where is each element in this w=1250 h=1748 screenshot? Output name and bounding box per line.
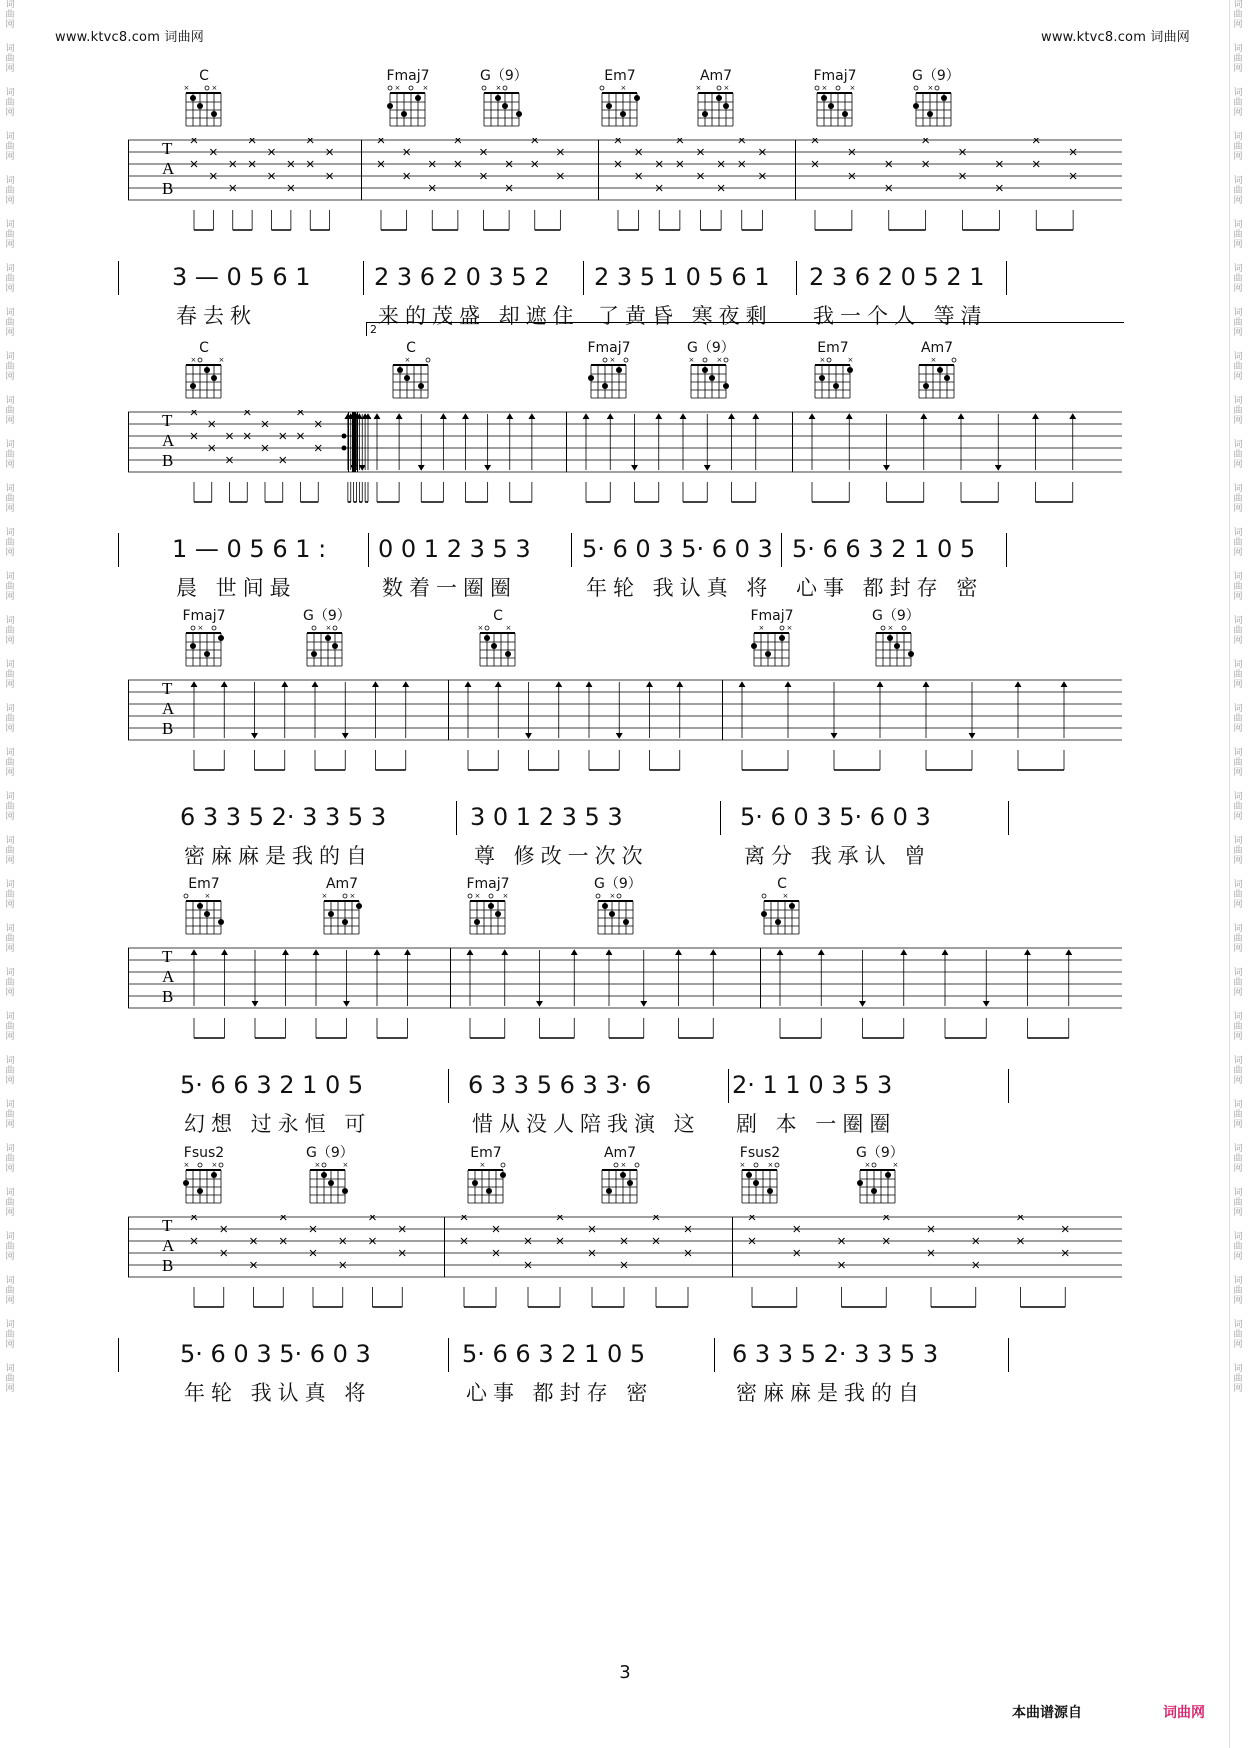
jianpu-line xyxy=(128,535,1122,575)
bar-line xyxy=(118,1338,119,1372)
svg-text:×: × xyxy=(183,1161,190,1169)
svg-text:×: × xyxy=(502,892,509,900)
lyric-phrase: 剧 本 一圈圈 xyxy=(736,1112,897,1136)
lyrics-line xyxy=(128,1377,1122,1407)
lyric-phrase: 密麻麻是我的自 xyxy=(184,844,373,868)
svg-text:×: × xyxy=(688,356,695,364)
tab-block xyxy=(128,946,1122,1010)
lyric-phrase: 来的茂盛 却遮住 xyxy=(378,304,580,328)
svg-text:×: × xyxy=(325,624,332,632)
bar-line xyxy=(720,801,721,835)
chord-diagram xyxy=(182,340,226,400)
chord-grid-icon xyxy=(480,84,524,128)
chord-diagram xyxy=(915,340,959,400)
chord-grid-icon xyxy=(738,1161,782,1205)
bar-line xyxy=(368,533,369,567)
bar-line xyxy=(1006,261,1007,295)
chord-name: G（9） xyxy=(872,608,920,624)
jianpu-measure: 5· 6 6 3 2 1 0 5 xyxy=(180,1071,364,1099)
chord-diagram xyxy=(182,608,226,668)
chord-name: C xyxy=(777,876,787,892)
chord-diagram xyxy=(738,1145,782,1205)
svg-text:×: × xyxy=(849,84,856,92)
svg-text:×: × xyxy=(197,624,204,632)
left-watermark-strip: 词 曲 网 词 曲 网 词 曲 网 词 曲 网 词 曲 网 词 曲 网 词 曲 网 词 曲 网 词 曲 网 词 曲 网 词 曲 网 词 曲 网 词 曲 网 词 曲 网 词 曲 网 词 曲 网 词 曲 网 词 曲 网 词 曲 网 词 曲 网 词 曲 网 词 曲 网 词 曲 网 词 曲 网 词 曲 网 词 曲 网 词 曲 网 词 曲 网 词 曲 网 词 曲 网 词 曲 网 词 曲 网 xyxy=(5,0,15,1394)
svg-text:×: × xyxy=(349,892,356,900)
chord-diagram xyxy=(306,1145,354,1205)
svg-text:×: × xyxy=(422,84,429,92)
jianpu-line xyxy=(128,1071,1122,1111)
jianpu-measure: 2· 1 1 0 3 5 3 xyxy=(732,1071,893,1099)
svg-text:×: × xyxy=(716,356,723,364)
svg-text:×: × xyxy=(892,1161,899,1169)
header-right-site[interactable]: www.ktvc8.com 词曲网 xyxy=(1040,30,1190,45)
chord-diagram xyxy=(386,68,430,128)
jianpu-measure: 6 3 3 5 2· 3 3 5 3 xyxy=(180,803,387,831)
bar-line xyxy=(118,261,119,295)
chord-diagram xyxy=(694,68,738,128)
score-system xyxy=(128,340,1122,640)
jianpu-measure: 6 3 3 5 2· 3 3 5 3 xyxy=(732,1340,939,1368)
lyric-phrase: 年轮 我认真 将 xyxy=(586,576,774,600)
chord-name: C xyxy=(199,340,209,356)
chord-name: Fmaj7 xyxy=(386,68,430,84)
chord-name: G（9） xyxy=(687,340,735,356)
chord-name: G（9） xyxy=(480,68,528,84)
chord-name: C xyxy=(493,608,503,624)
svg-text:×: × xyxy=(739,1161,746,1169)
lyrics-line xyxy=(128,1108,1122,1138)
tab-block xyxy=(128,1215,1122,1279)
jianpu-measure: 2 3 6 2 0 5 2 1 xyxy=(809,263,985,291)
jianpu-measure: 0 0 1 2 3 5 3 xyxy=(378,535,531,563)
svg-text:×: × xyxy=(505,624,512,632)
svg-text:×: × xyxy=(495,84,502,92)
chord-name: C xyxy=(199,68,209,84)
lyric-phrase: 惜从没人陪我演 这 xyxy=(472,1112,701,1136)
chord-name: Fmaj7 xyxy=(813,68,857,84)
chord-diagram xyxy=(476,608,520,668)
svg-text:×: × xyxy=(930,356,937,364)
svg-text:×: × xyxy=(819,356,826,364)
chord-diagram xyxy=(464,1145,508,1205)
bar-line xyxy=(448,1069,449,1103)
bar-line xyxy=(1008,1069,1009,1103)
chord-diagram xyxy=(182,1145,226,1205)
bar-line xyxy=(728,1069,729,1103)
tab-block xyxy=(128,410,1122,474)
chord-diagram xyxy=(811,340,855,400)
chord-grid-icon xyxy=(750,624,794,668)
jianpu-measure: 3 0 1 2 3 5 3 xyxy=(470,803,623,831)
bar-line xyxy=(714,1338,715,1372)
svg-text:B: B xyxy=(162,179,174,198)
chord-name: Fmaj7 xyxy=(182,608,226,624)
chord-diagram xyxy=(598,1145,642,1205)
lyric-phrase: 幻想 过永恒 可 xyxy=(184,1112,372,1136)
chord-name: Fsus2 xyxy=(183,1145,225,1161)
chord-diagram xyxy=(320,876,364,936)
svg-text:B: B xyxy=(162,1256,174,1275)
chord-diagram xyxy=(182,68,226,128)
bar-line xyxy=(1008,1338,1009,1372)
chord-grid-icon xyxy=(694,84,738,128)
svg-text:A: A xyxy=(162,967,175,986)
jianpu-measure: 5· 6 0 3 5· 6 0 3 xyxy=(582,535,773,563)
svg-text:×: × xyxy=(609,892,616,900)
chord-name: Em7 xyxy=(817,340,849,356)
svg-text:×: × xyxy=(620,84,627,92)
jianpu-line xyxy=(128,803,1122,843)
svg-text:×: × xyxy=(864,1161,871,1169)
chord-grid-icon xyxy=(872,624,916,668)
bar-line xyxy=(796,261,797,295)
bar-line xyxy=(571,533,572,567)
chord-grid-icon xyxy=(687,356,731,400)
chord-name: Fmaj7 xyxy=(466,876,510,892)
lyrics-line xyxy=(128,840,1122,870)
svg-text:×: × xyxy=(887,624,894,632)
chord-grid-icon xyxy=(182,84,226,128)
chord-diagram xyxy=(389,340,433,400)
jianpu-measure: 2 3 6 2 0 3 5 2 xyxy=(374,263,550,291)
chord-grid-icon xyxy=(182,356,226,400)
lyric-phrase: 我一个人 等清 xyxy=(813,304,988,328)
chord-name: Am7 xyxy=(699,68,733,84)
score-system xyxy=(128,1145,1122,1445)
tab-staff xyxy=(128,1215,1122,1311)
svg-text:T: T xyxy=(162,139,173,158)
bar-line xyxy=(118,533,119,567)
chord-diagram xyxy=(760,876,804,936)
chord-grid-icon xyxy=(303,624,347,668)
lyric-phrase: 密麻麻是我的自 xyxy=(736,1381,925,1405)
lyric-phrase: 尊 修改一次次 xyxy=(474,844,649,868)
chord-diagram xyxy=(687,340,735,400)
chord-grid-icon xyxy=(598,1161,642,1205)
chord-grid-icon xyxy=(464,1161,508,1205)
svg-text:B: B xyxy=(162,451,174,470)
chord-diagram xyxy=(872,608,920,668)
chord-grid-icon xyxy=(813,84,857,128)
chord-diagram xyxy=(598,68,642,128)
jianpu-measure: 5· 6 0 3 5· 6 0 3 xyxy=(740,803,931,831)
svg-text:B: B xyxy=(162,719,174,738)
svg-text:×: × xyxy=(758,624,765,632)
chord-diagram xyxy=(856,1145,904,1205)
tab-staff xyxy=(128,946,1122,1042)
lyric-phrase: 数着一圈圈 xyxy=(382,576,517,600)
score-system xyxy=(128,876,1122,1176)
lyric-phrase: 离分 我承认 曾 xyxy=(744,844,932,868)
bar-line xyxy=(456,801,457,835)
svg-text:T: T xyxy=(162,679,173,698)
svg-text:A: A xyxy=(162,159,175,178)
header-left-site[interactable]: www.ktvc8.com 词曲网 xyxy=(55,30,205,45)
svg-text:×: × xyxy=(821,84,828,92)
bar-line xyxy=(448,1338,449,1372)
svg-text:×: × xyxy=(479,1161,486,1169)
source-site-link[interactable]: 词曲网 xyxy=(1163,1705,1205,1721)
bar-line xyxy=(1008,801,1009,835)
lyrics-line xyxy=(128,572,1122,602)
chord-diagram xyxy=(750,608,794,668)
svg-text:×: × xyxy=(404,356,411,364)
jianpu-measure: 5· 6 0 3 5· 6 0 3 xyxy=(180,1340,371,1368)
bar-line xyxy=(363,261,364,295)
svg-text:×: × xyxy=(321,892,328,900)
svg-text:×: × xyxy=(927,84,934,92)
jianpu-measure: 6 3 3 5 6 3 3· 6 xyxy=(468,1071,652,1099)
chord-name: G（9） xyxy=(856,1145,904,1161)
chord-grid-icon xyxy=(389,356,433,400)
score-system xyxy=(128,68,1122,368)
chord-name: G（9） xyxy=(594,876,642,892)
jianpu-measure: 5· 6 6 3 2 1 0 5 xyxy=(792,535,976,563)
svg-text:A: A xyxy=(162,431,175,450)
svg-text:×: × xyxy=(786,624,793,632)
bar-line xyxy=(781,533,782,567)
tab-staff xyxy=(128,138,1122,234)
chord-diagram xyxy=(480,68,528,128)
svg-text:×: × xyxy=(314,1161,321,1169)
chord-grid-icon xyxy=(598,84,642,128)
tab-staff xyxy=(128,410,1122,506)
svg-text:×: × xyxy=(394,84,401,92)
svg-text:×: × xyxy=(782,892,789,900)
chord-grid-icon xyxy=(306,1161,350,1205)
svg-text:×: × xyxy=(183,84,190,92)
chord-grid-icon xyxy=(912,84,956,128)
svg-text:A: A xyxy=(162,699,175,718)
chord-diagram xyxy=(912,68,960,128)
chord-grid-icon xyxy=(182,624,226,668)
chord-grid-icon xyxy=(915,356,959,400)
chord-name: G（9） xyxy=(912,68,960,84)
volta-bracket: 2 xyxy=(366,322,1124,336)
tab-block xyxy=(128,138,1122,202)
lyric-phrase: 晨 世间最 xyxy=(176,576,297,600)
svg-text:×: × xyxy=(767,1161,774,1169)
jianpu-measure: 5· 6 6 3 2 1 0 5 xyxy=(462,1340,646,1368)
svg-text:×: × xyxy=(190,356,197,364)
chord-grid-icon xyxy=(182,1161,226,1205)
chord-diagram xyxy=(813,68,857,128)
chord-grid-icon xyxy=(386,84,430,128)
chord-name: Am7 xyxy=(325,876,359,892)
lyric-phrase: 年轮 我认真 将 xyxy=(184,1381,372,1405)
svg-text:T: T xyxy=(162,947,173,966)
bar-line xyxy=(1006,533,1007,567)
chord-name: Fmaj7 xyxy=(587,340,631,356)
right-watermark-strip: 词 曲 网 词 曲 网 词 曲 网 词 曲 网 词 曲 网 词 曲 网 词 曲 网 词 曲 网 词 曲 网 词 曲 网 词 曲 网 词 曲 网 词 曲 网 词 曲 网 词 曲 网 词 曲 网 词 曲 网 词 曲 网 词 曲 网 词 曲 网 词 曲 网 词 曲 网 词 曲 网 词 曲 网 词 曲 网 词 曲 网 词 曲 网 词 曲 网 词 曲 网 词 曲 网 词 曲 网 词 曲 网 xyxy=(1229,0,1246,1748)
svg-text:×: × xyxy=(477,624,484,632)
chord-name: Am7 xyxy=(920,340,954,356)
chord-grid-icon xyxy=(320,892,364,936)
jianpu-line xyxy=(128,1340,1122,1380)
svg-text:×: × xyxy=(620,1161,627,1169)
lyric-phrase: 心事 都封存 密 xyxy=(466,1381,654,1405)
chord-name: Am7 xyxy=(603,1145,637,1161)
score-system xyxy=(128,608,1122,908)
lyric-phrase: 春去秋 xyxy=(176,304,257,328)
chord-diagram xyxy=(303,608,351,668)
chord-diagram xyxy=(587,340,631,400)
chord-name: G（9） xyxy=(306,1145,354,1161)
chord-name: Fsus2 xyxy=(739,1145,781,1161)
source-label: 本曲谱源自 xyxy=(1012,1705,1082,1721)
jianpu-measure: 3 — 0 5 6 1 xyxy=(172,263,311,291)
svg-text:×: × xyxy=(695,84,702,92)
chord-name: Em7 xyxy=(470,1145,502,1161)
chord-name: Fmaj7 xyxy=(750,608,794,624)
chord-name: Em7 xyxy=(188,876,220,892)
svg-text:A: A xyxy=(162,1236,175,1255)
lyric-phrase: 心事 都封存 密 xyxy=(796,576,984,600)
tab-staff xyxy=(128,678,1122,774)
jianpu-measure: 2 3 5 1 0 5 6 1 xyxy=(594,263,770,291)
chord-name: C xyxy=(406,340,416,356)
lyric-phrase: 了黄昏 寒夜剩 xyxy=(598,304,773,328)
bar-line xyxy=(583,261,584,295)
chord-grid-icon xyxy=(856,1161,900,1205)
chord-grid-icon xyxy=(466,892,510,936)
chord-diagram xyxy=(182,876,226,936)
page-number: 3 xyxy=(619,1662,631,1683)
svg-text:×: × xyxy=(211,1161,218,1169)
svg-text:×: × xyxy=(211,84,218,92)
jianpu-measure: 1 — 0 5 6 1 : xyxy=(172,535,327,563)
svg-text:T: T xyxy=(162,411,173,430)
svg-text:×: × xyxy=(218,356,225,364)
svg-text:×: × xyxy=(204,892,211,900)
svg-text:×: × xyxy=(609,356,616,364)
chord-grid-icon xyxy=(811,356,855,400)
svg-text:×: × xyxy=(474,892,481,900)
chord-grid-icon xyxy=(587,356,631,400)
svg-text:×: × xyxy=(723,84,730,92)
svg-text:×: × xyxy=(847,356,854,364)
chord-grid-icon xyxy=(594,892,638,936)
chord-diagram xyxy=(466,876,510,936)
svg-text:B: B xyxy=(162,987,174,1006)
tab-block xyxy=(128,678,1122,742)
chord-grid-icon xyxy=(760,892,804,936)
jianpu-line xyxy=(128,263,1122,303)
chord-grid-icon xyxy=(476,624,520,668)
svg-text:T: T xyxy=(162,1216,173,1235)
chord-name: G（9） xyxy=(303,608,351,624)
chord-grid-icon xyxy=(182,892,226,936)
svg-text:×: × xyxy=(342,1161,349,1169)
chord-diagram xyxy=(594,876,642,936)
chord-name: Em7 xyxy=(604,68,636,84)
